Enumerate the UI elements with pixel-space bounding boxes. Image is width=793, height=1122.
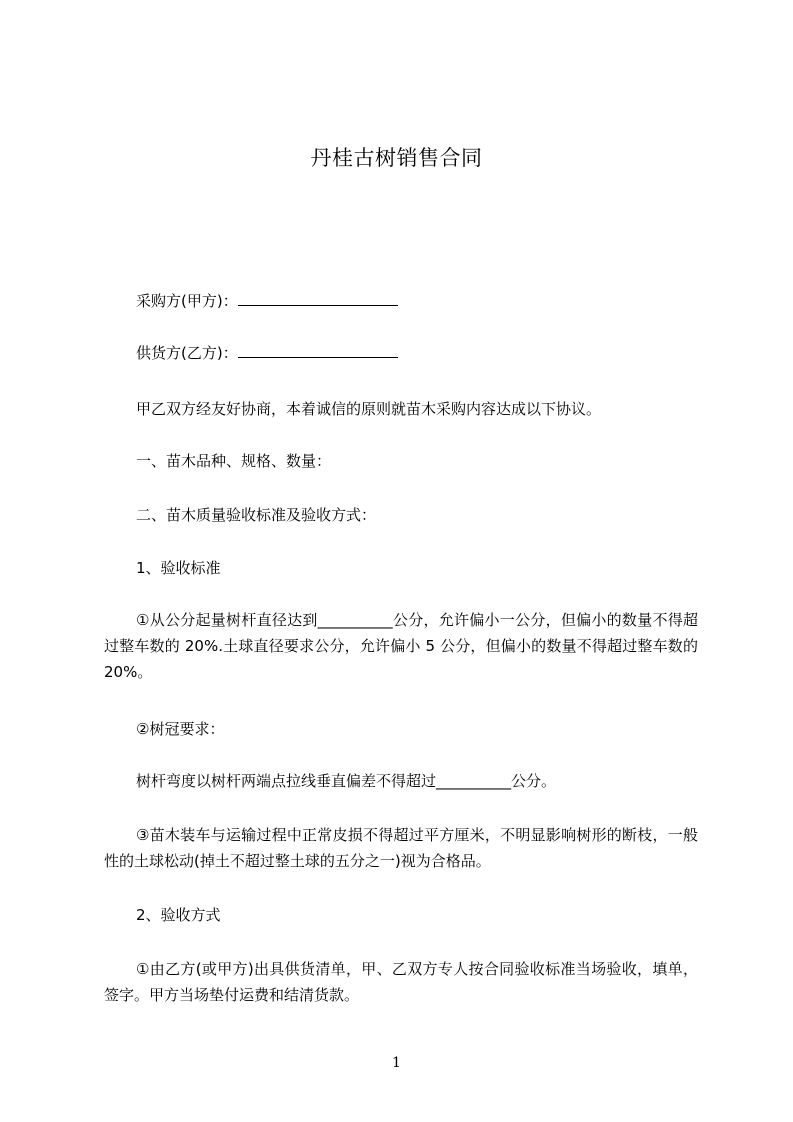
subheading-acceptance-method: 2、验收方式 [136, 906, 221, 924]
document-title: 丹桂古树销售合同 [310, 146, 483, 170]
clause-trunk-bend: 树杆弯度以树杆两端点拉线垂直偏差不得超过__________公分。 [136, 772, 557, 790]
subheading-acceptance-standard: 1、验收标准 [136, 559, 221, 577]
section-heading-varieties: 一、苗木品种、规格、数量： [136, 452, 332, 470]
intro-paragraph: 甲乙双方经友好协商，本着诚信的原则就苗木采购内容达成以下协议。 [136, 400, 602, 418]
buyer-line [136, 288, 398, 314]
buyer-blank-rule [238, 289, 398, 306]
clause-trunk-diameter: ①从公分起量树杆直径达到__________公分，允许偏小一公分，但偏小的数量不得超过整车数的 20%.土球直径要求公分，允许偏小 5 公分，但偏小的数量不得超过整车数的 20%。 [104, 611, 698, 681]
section-heading-acceptance: 二、苗木质量验收标准及验收方式： [136, 506, 377, 524]
supplier-line [136, 340, 398, 366]
supplier-label: 供货方(乙方)： [136, 344, 238, 362]
clause-crown-heading: ②树冠要求： [136, 720, 225, 738]
page-number: 1 [392, 1055, 401, 1071]
buyer-label: 采购方(甲方)： [136, 292, 238, 310]
clause-delivery-list: ①由乙方(或甲方)出具供货清单，甲、乙双方专人按合同验收标准当场验收，填单，签字。甲方当场垫付运费和结清货款。 [104, 960, 698, 1004]
supplier-blank-rule [238, 341, 398, 358]
clause-transport-damage: ③苗木装车与运输过程中正常皮损不得超过平方厘米，不明显影响树形的断枝，一般性的土球松动(掉土不超过整土球的五分之一)视为合格品。 [104, 826, 698, 870]
